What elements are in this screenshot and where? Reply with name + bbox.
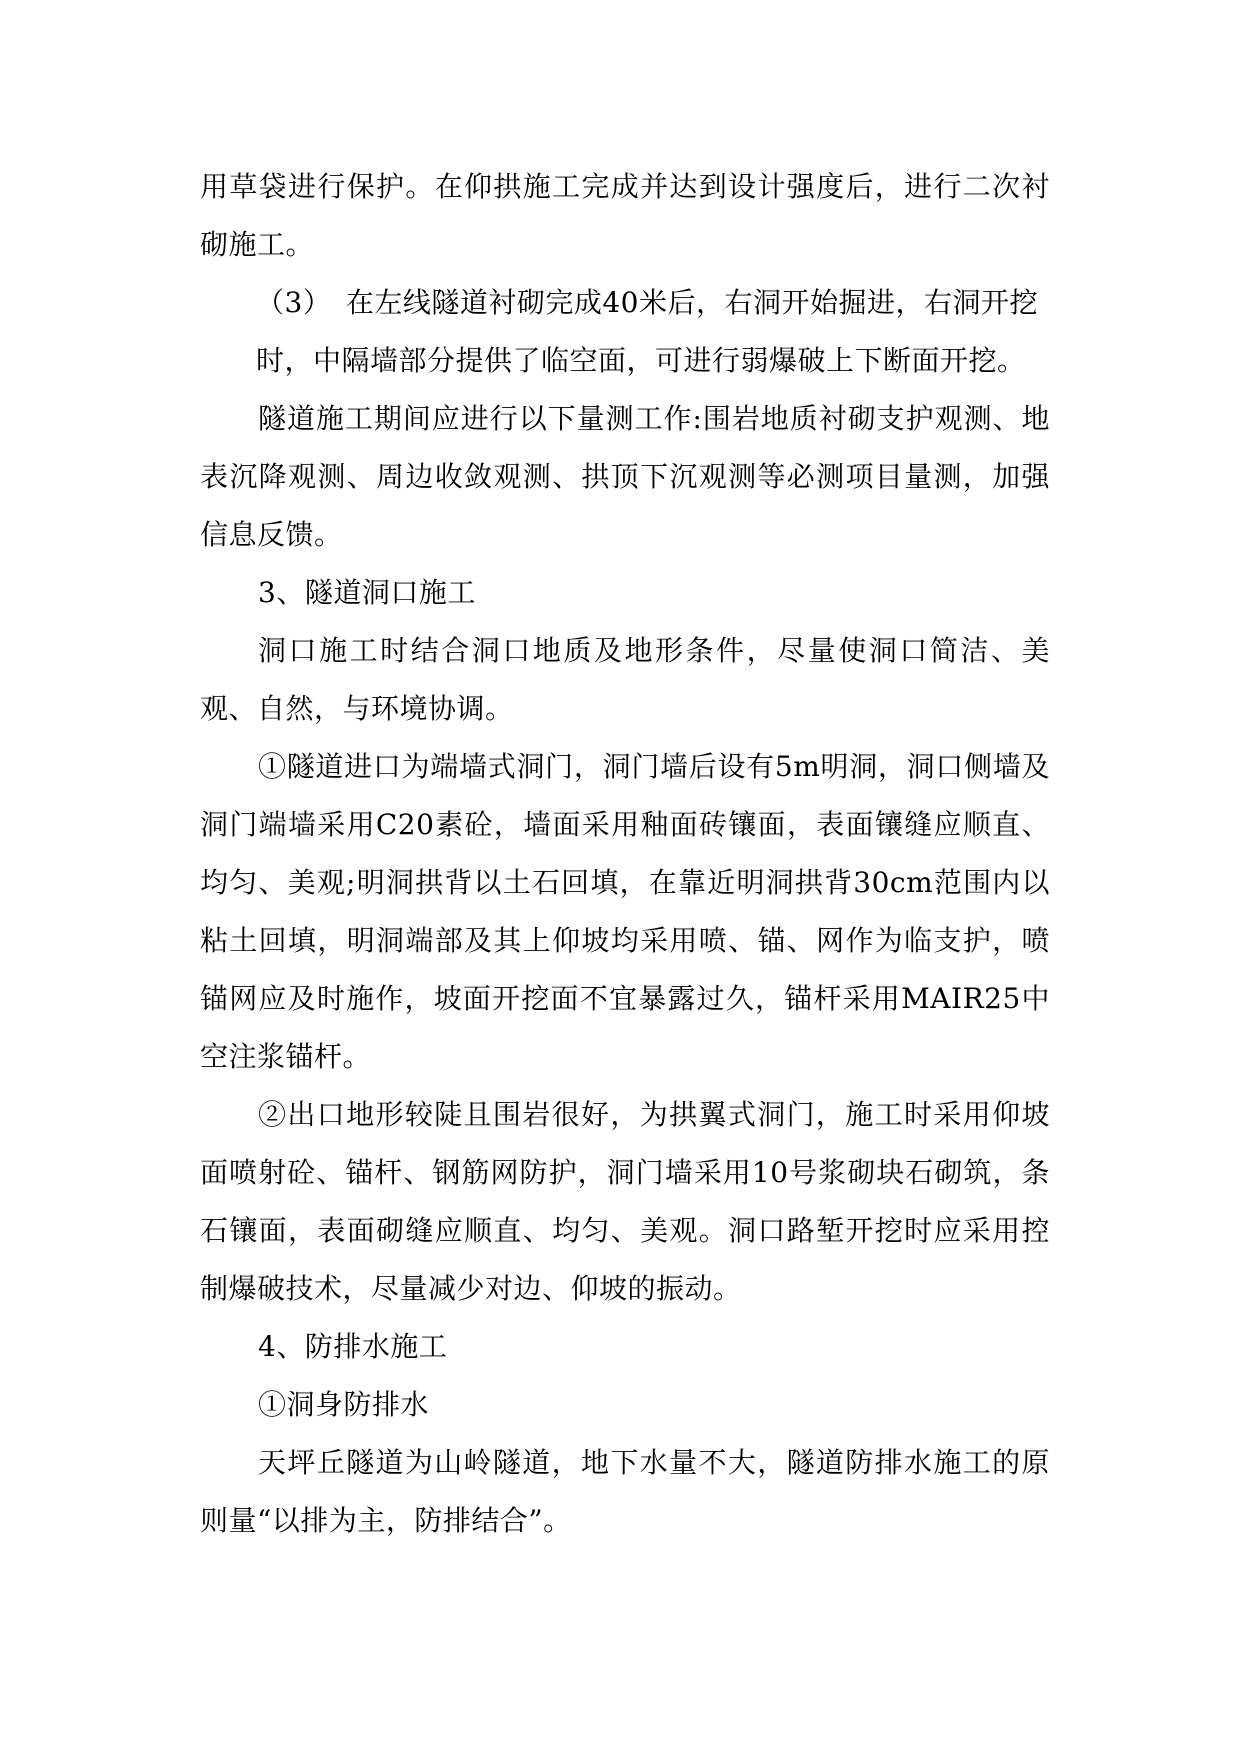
paragraph-portal-overview: 洞口施工时结合洞口地质及地形条件，尽量使洞口简洁、美观、自然，与环境协调。 bbox=[200, 634, 1050, 725]
paragraph-item-3 bbox=[200, 274, 1050, 390]
paragraph-lining-protection: 用草袋进行保护。在仰拱施工完成并达到设计强度后，进行二次衬砌施工。 bbox=[200, 170, 1050, 261]
section-heading-waterproofing: 4、防排水施工 bbox=[258, 1330, 448, 1363]
paragraph-monitoring: 隧道施工期间应进行以下量测工作:围岩地质衬砌支护观测、地表沉降观测、周边收敛观测、拱顶下沉观测等必测项目量测，加强信息反馈。 bbox=[200, 402, 1050, 551]
paragraph-drainage-principle: 天坪丘隧道为山岭隧道，地下水量不大，隧道防排水施工的原则量“以排为主，防排结合”。 bbox=[200, 1446, 1050, 1537]
paragraph-entrance-portal: ①隧道进口为端墙式洞门，洞门墙后设有5m明洞，洞口侧墙及洞门端墙采用C20素砼，墙面采用釉面砖镶面，表面镶缝应顺直、均匀、美观;明洞拱背以土石回填，在靠近明洞拱背30cm范围内以粘土回填，明洞端部及其上仰坡均采用喷、锚、网作为临支护，喷锚网应及时施作，坡面开挖面不宜暴露过久，锚杆采用MAIR25中空注浆锚杆。 bbox=[200, 750, 1050, 1073]
document-body bbox=[200, 158, 1050, 1550]
paragraph-exit-portal: ②出口地形较陡且围岩很好，为拱翼式洞门，施工时采用仰坡面喷射砼、锚杆、钢筋网防护，洞门墙采用10号浆砌块石砌筑，条石镶面，表面砌缝应顺直、均匀、美观。洞口路堑开挖时应采用控制爆破技术，尽量减少对边、仰坡的振动。 bbox=[200, 1098, 1050, 1305]
section-heading-portal-construction: 3、隧道洞口施工 bbox=[258, 576, 476, 609]
subheading-body-drainage: ①洞身防排水 bbox=[258, 1388, 430, 1421]
item-3-line-1: （3） 在左线隧道衬砌完成40米后，右洞开始掘进，右洞开挖 bbox=[256, 286, 1038, 319]
item-3-line-2: 时，中隔墙部分提供了临空面，可进行弱爆破上下断面开挖。 bbox=[256, 344, 1026, 377]
